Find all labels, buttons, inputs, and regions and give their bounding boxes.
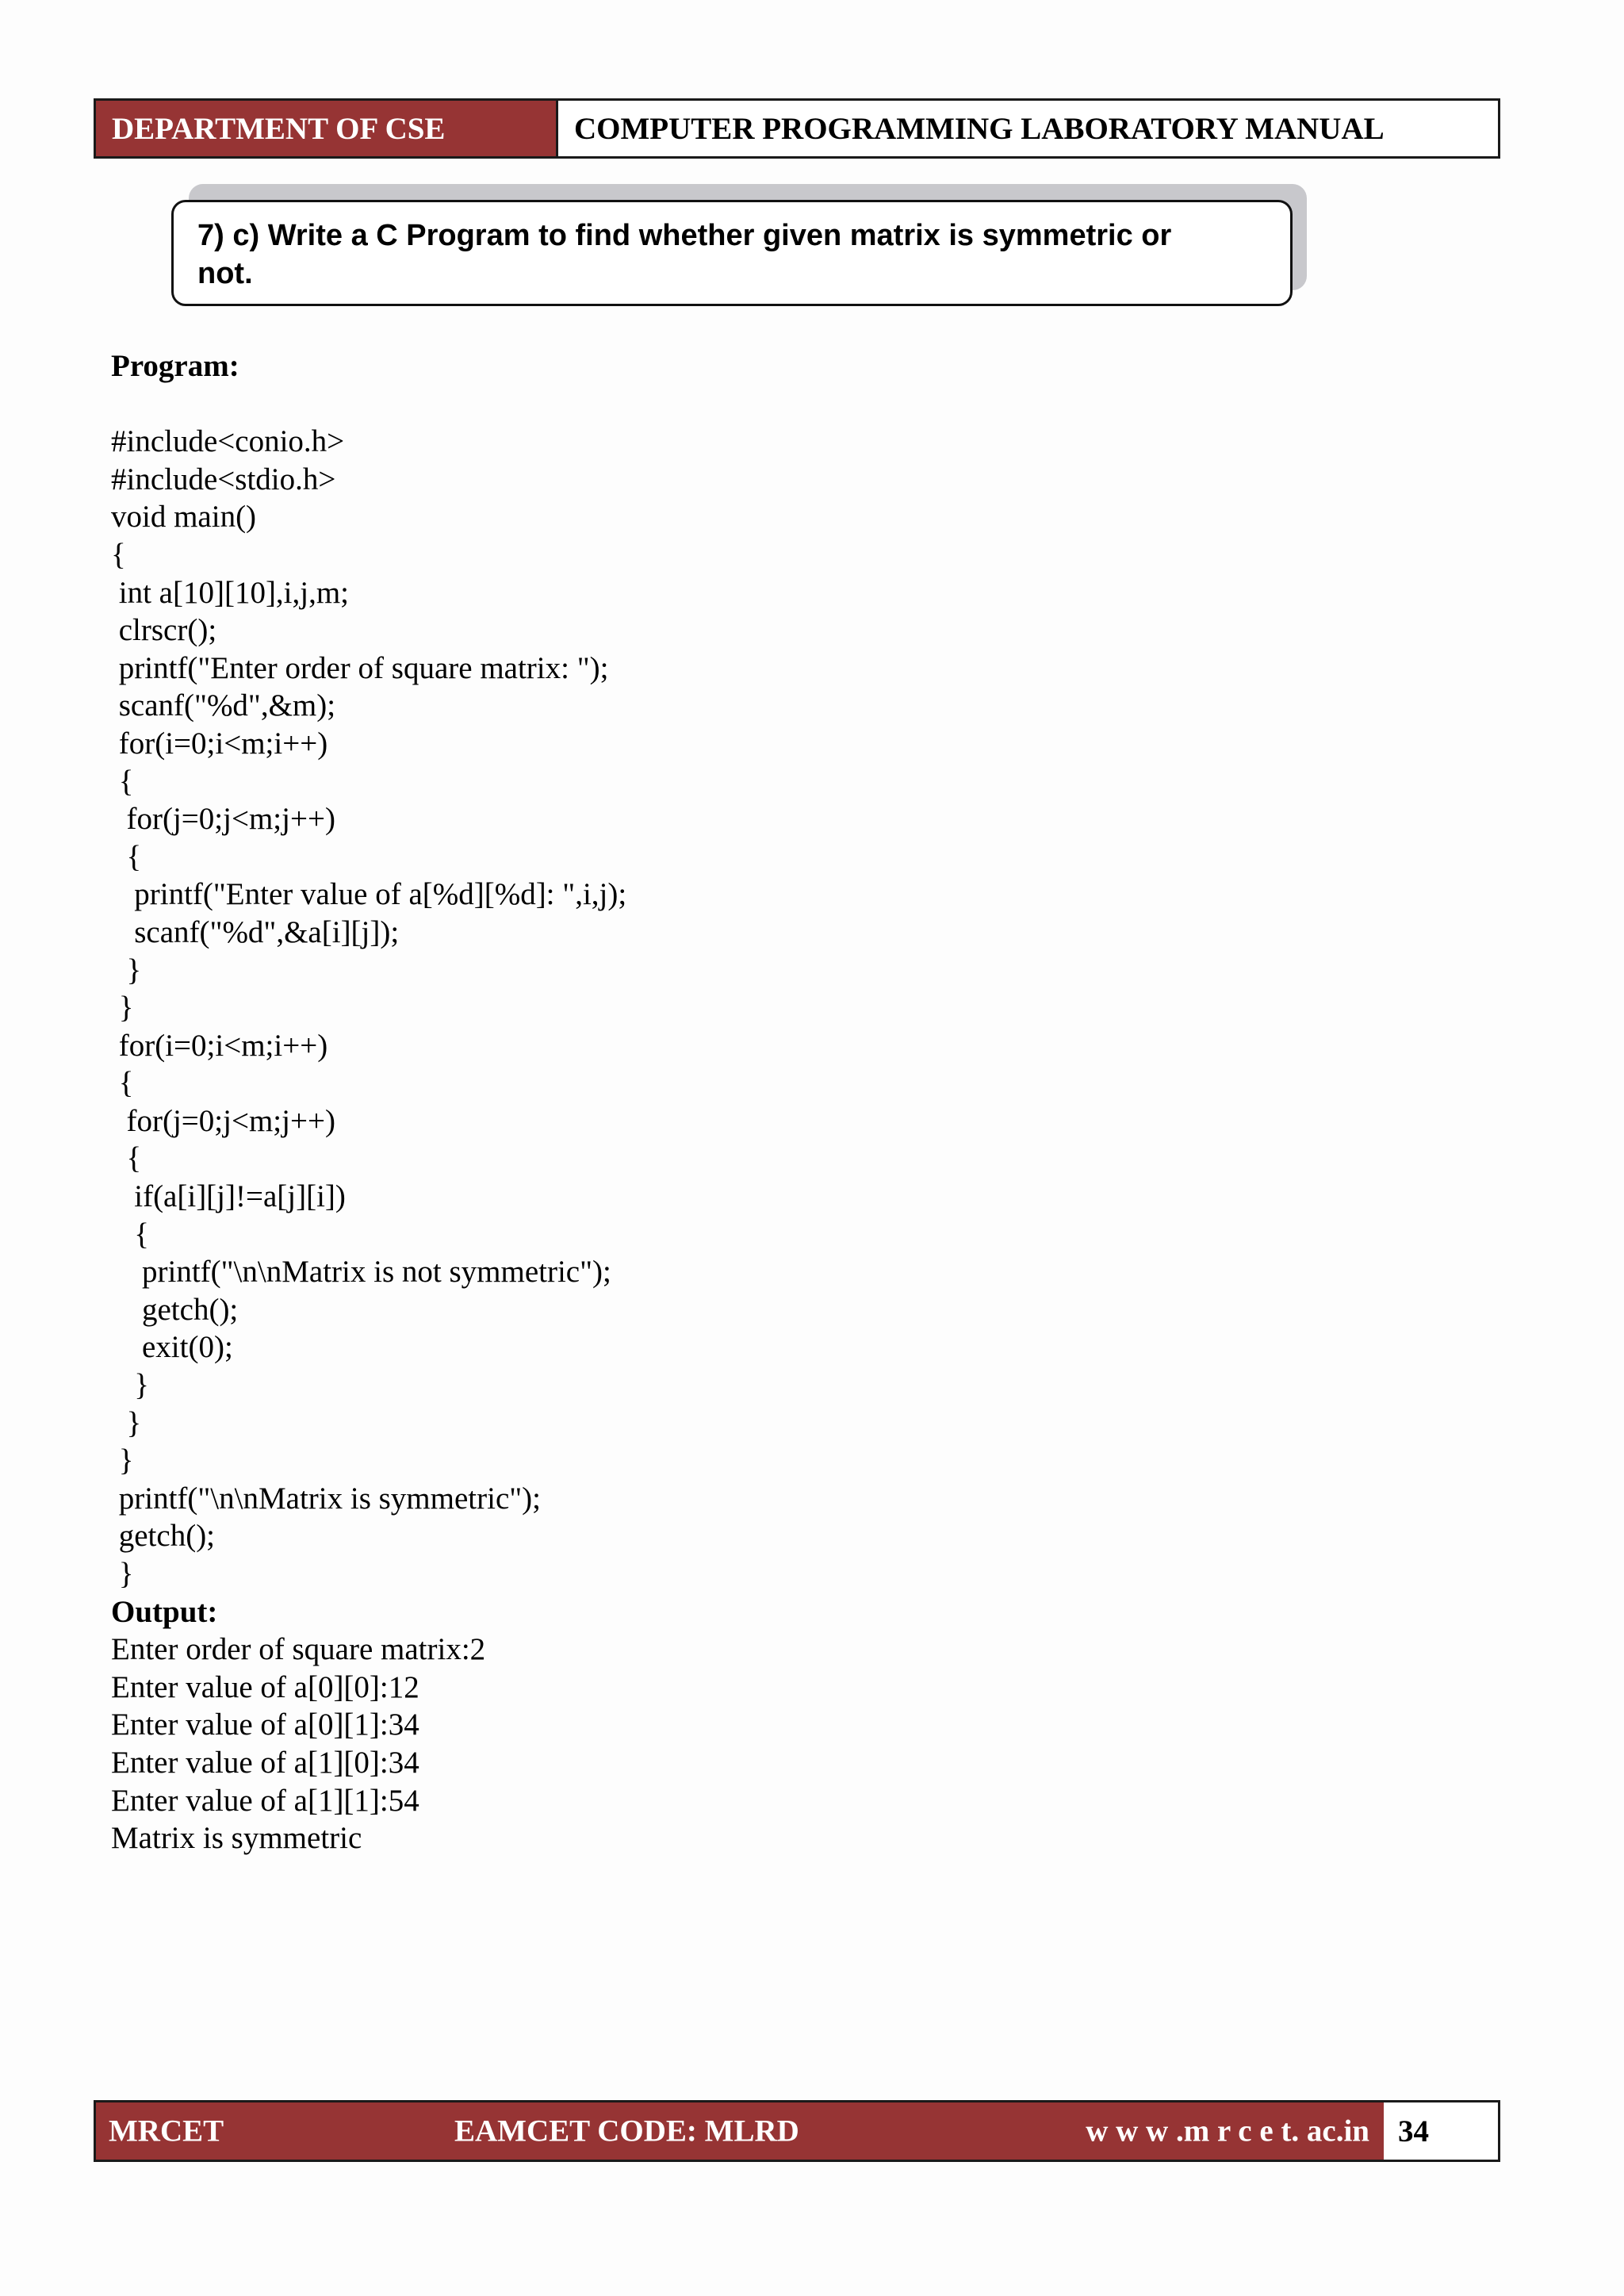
exercise-title-line-1: 7) c) Write a C Program to find whether given matrix is symmetric or bbox=[197, 219, 1172, 252]
code-line: { bbox=[111, 764, 134, 799]
code-line: getch(); bbox=[111, 1292, 239, 1327]
page-header bbox=[94, 98, 1500, 159]
output-line: Enter value of a[0][1]:34 bbox=[111, 1708, 419, 1742]
footer-band bbox=[96, 2102, 1384, 2160]
exercise-title-box bbox=[171, 200, 1293, 306]
code-line: { bbox=[111, 1066, 134, 1101]
footer-eamcet-code: EAMCET CODE: MLRD bbox=[454, 2114, 799, 2148]
code-line: #include<stdio.h> bbox=[111, 462, 336, 496]
code-line: { bbox=[111, 839, 142, 874]
code-line: clrscr(); bbox=[111, 613, 217, 648]
output-line: Enter value of a[0][0]:12 bbox=[111, 1669, 419, 1704]
output-line: Enter order of square matrix:2 bbox=[111, 1632, 486, 1667]
output-line: Enter value of a[1][1]:54 bbox=[111, 1783, 419, 1818]
code-line: printf("Enter order of square matrix: "); bbox=[111, 650, 609, 685]
code-line: } bbox=[111, 1443, 134, 1478]
program-heading: Program: bbox=[111, 349, 239, 383]
code-line: printf("\n\nMatrix is not symmetric"); bbox=[111, 1255, 611, 1290]
code-line: void main() bbox=[111, 500, 257, 535]
code-line: } bbox=[111, 953, 142, 987]
page-content bbox=[111, 347, 1459, 1857]
footer-institution: MRCET bbox=[109, 2114, 224, 2148]
code-line: for(i=0;i<m;i++) bbox=[111, 726, 328, 761]
output-block bbox=[111, 1631, 1459, 1857]
page-footer bbox=[94, 2100, 1500, 2162]
code-line: } bbox=[111, 1405, 142, 1440]
code-line: { bbox=[111, 537, 126, 572]
spacer bbox=[111, 385, 1459, 424]
code-line: #include<conio.h> bbox=[111, 424, 345, 459]
code-line: scanf("%d",&m); bbox=[111, 688, 336, 723]
code-line: for(j=0;j<m;j++) bbox=[111, 802, 335, 837]
code-line: } bbox=[111, 991, 134, 1025]
footer-website: w w w .m r c e t. ac.in bbox=[1086, 2114, 1369, 2148]
output-line: Matrix is symmetric bbox=[111, 1821, 362, 1856]
code-line: exit(0); bbox=[111, 1330, 233, 1365]
code-line: if(a[i][j]!=a[j][i]) bbox=[111, 1179, 346, 1214]
code-line: printf("Enter value of a[%d][%d]: ",i,j); bbox=[111, 877, 627, 912]
code-line: scanf("%d",&a[i][j]); bbox=[111, 914, 400, 949]
code-line: int a[10][10],i,j,m; bbox=[111, 575, 350, 610]
code-line: printf("\n\nMatrix is symmetric"); bbox=[111, 1481, 542, 1516]
code-line: for(j=0;j<m;j++) bbox=[111, 1103, 335, 1138]
code-block bbox=[111, 423, 1459, 1593]
manual-title: COMPUTER PROGRAMMING LABORATORY MANUAL bbox=[556, 101, 1498, 156]
exercise-title-line-2: not. bbox=[197, 257, 253, 290]
code-line: for(i=0;i<m;i++) bbox=[111, 1028, 328, 1063]
page-number: 34 bbox=[1384, 2102, 1498, 2160]
code-line: } bbox=[111, 1368, 149, 1403]
code-line: { bbox=[111, 1141, 142, 1176]
output-line: Enter value of a[1][0]:34 bbox=[111, 1745, 419, 1780]
code-line: } bbox=[111, 1557, 134, 1591]
department-label: DEPARTMENT OF CSE bbox=[96, 101, 556, 156]
output-heading: Output: bbox=[111, 1594, 218, 1629]
code-line: { bbox=[111, 1217, 149, 1251]
code-line: getch(); bbox=[111, 1519, 216, 1554]
